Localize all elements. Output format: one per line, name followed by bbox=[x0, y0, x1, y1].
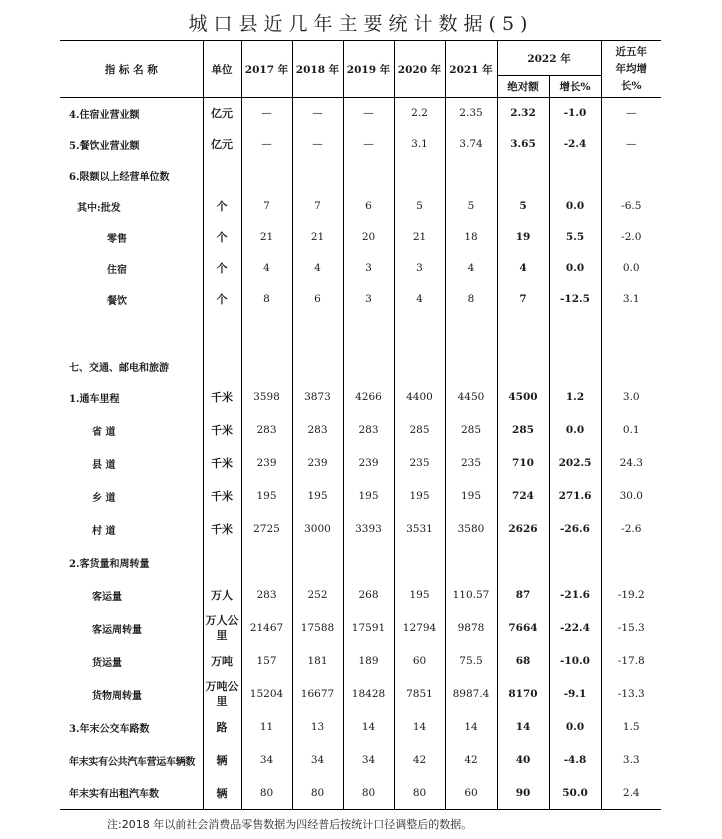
cell-absolute bbox=[497, 160, 549, 191]
cell-avg5: 0.0 bbox=[601, 253, 661, 284]
cell-value: 283 bbox=[241, 414, 292, 447]
cell-avg5: -13.3 bbox=[601, 678, 661, 711]
table-row bbox=[60, 160, 661, 191]
table-row bbox=[60, 129, 661, 160]
header-row bbox=[60, 41, 661, 76]
cell-growth: -26.6 bbox=[549, 513, 601, 546]
cell-value: 3598 bbox=[241, 381, 292, 414]
cell-value: 17588 bbox=[292, 612, 343, 645]
cell-value: 75.5 bbox=[445, 645, 497, 678]
table-row bbox=[60, 645, 661, 678]
cell-value bbox=[292, 160, 343, 191]
cell-absolute: 7 bbox=[497, 284, 549, 315]
table-row bbox=[60, 191, 661, 222]
cell-growth: -2.4 bbox=[549, 129, 601, 160]
cell-avg5 bbox=[601, 546, 661, 579]
cell-value: 7 bbox=[241, 191, 292, 222]
cell-growth: -9.1 bbox=[549, 678, 601, 711]
cell-avg5: — bbox=[601, 129, 661, 160]
cell-growth: 0.0 bbox=[549, 253, 601, 284]
cell-value: 11 bbox=[241, 711, 292, 744]
cell-value bbox=[445, 160, 497, 191]
cell-growth: 0.0 bbox=[549, 191, 601, 222]
cell-value: 3393 bbox=[343, 513, 394, 546]
cell-absolute: 3.65 bbox=[497, 129, 549, 160]
row-label: 5.餐饮业营业额 bbox=[69, 140, 140, 152]
cell-value: 268 bbox=[343, 579, 394, 612]
row-label: 村 道 bbox=[92, 525, 116, 537]
cell-value: 18 bbox=[445, 222, 497, 253]
row-unit: 个 bbox=[203, 284, 241, 315]
cell-value bbox=[445, 546, 497, 579]
cell-value: 4 bbox=[445, 253, 497, 284]
absolute-header: 绝对额 bbox=[497, 76, 549, 98]
table-row bbox=[60, 253, 661, 284]
cell-value: 3580 bbox=[445, 513, 497, 546]
cell-value: 7851 bbox=[394, 678, 445, 711]
cell-absolute: 710 bbox=[497, 447, 549, 480]
row-label: 6.限额以上经营单位数 bbox=[69, 171, 170, 183]
table-row bbox=[60, 678, 661, 711]
row-label: 客运周转量 bbox=[92, 624, 142, 636]
cell-value bbox=[292, 546, 343, 579]
avg5-header bbox=[601, 41, 661, 98]
cell-absolute: 40 bbox=[497, 744, 549, 777]
cell-absolute bbox=[497, 315, 549, 381]
cell-value: 60 bbox=[445, 777, 497, 810]
row-unit: 亿元 bbox=[203, 129, 241, 160]
cell-absolute: 90 bbox=[497, 777, 549, 810]
cell-value: 21 bbox=[292, 222, 343, 253]
row-unit: 千米 bbox=[203, 513, 241, 546]
cell-value: 21 bbox=[241, 222, 292, 253]
cell-value: 13 bbox=[292, 711, 343, 744]
cell-value: 8987.4 bbox=[445, 678, 497, 711]
cell-value: 34 bbox=[292, 744, 343, 777]
cell-value: 189 bbox=[343, 645, 394, 678]
cell-value: 14 bbox=[394, 711, 445, 744]
cell-value: 6 bbox=[343, 191, 394, 222]
avg5-header-line1: 近五年 bbox=[615, 45, 648, 58]
cell-growth bbox=[549, 315, 601, 381]
year-header-2020: 2020 年 bbox=[394, 41, 445, 98]
cell-value: 283 bbox=[292, 414, 343, 447]
cell-value: 4 bbox=[241, 253, 292, 284]
cell-absolute: 87 bbox=[497, 579, 549, 612]
avg5-header-line3: 长% bbox=[621, 79, 642, 92]
cell-value: 80 bbox=[343, 777, 394, 810]
cell-value bbox=[445, 315, 497, 381]
row-label: 零售 bbox=[107, 233, 127, 245]
row-unit: 路 bbox=[203, 711, 241, 744]
cell-value: 2.2 bbox=[394, 98, 445, 129]
cell-value: 18428 bbox=[343, 678, 394, 711]
cell-value bbox=[241, 160, 292, 191]
cell-value: — bbox=[343, 98, 394, 129]
row-unit: 万人 bbox=[203, 579, 241, 612]
table-row bbox=[60, 381, 661, 414]
cell-value: 4400 bbox=[394, 381, 445, 414]
year-header-2022: 2022 年 bbox=[497, 41, 601, 76]
cell-absolute: 7664 bbox=[497, 612, 549, 645]
cell-growth: -10.0 bbox=[549, 645, 601, 678]
cell-value: — bbox=[241, 98, 292, 129]
cell-avg5: 0.1 bbox=[601, 414, 661, 447]
cell-avg5: 3.0 bbox=[601, 381, 661, 414]
cell-value: 239 bbox=[292, 447, 343, 480]
cell-value: 3873 bbox=[292, 381, 343, 414]
row-label: 客运量 bbox=[92, 591, 122, 603]
cell-absolute: 5 bbox=[497, 191, 549, 222]
year-header-2017: 2017 年 bbox=[241, 41, 292, 98]
cell-growth: 271.6 bbox=[549, 480, 601, 513]
table-row bbox=[60, 414, 661, 447]
table-row bbox=[60, 744, 661, 777]
cell-value: 9878 bbox=[445, 612, 497, 645]
cell-value: 239 bbox=[343, 447, 394, 480]
cell-avg5: -15.3 bbox=[601, 612, 661, 645]
cell-value: 2725 bbox=[241, 513, 292, 546]
cell-avg5: 1.5 bbox=[601, 711, 661, 744]
row-unit: 辆 bbox=[203, 777, 241, 810]
cell-value: 252 bbox=[292, 579, 343, 612]
cell-growth: -4.8 bbox=[549, 744, 601, 777]
table-row bbox=[60, 579, 661, 612]
cell-value bbox=[241, 315, 292, 381]
avg5-header-line2: 年均增 bbox=[615, 62, 648, 75]
table-row bbox=[60, 513, 661, 546]
cell-avg5: 2.4 bbox=[601, 777, 661, 810]
cell-value: 12794 bbox=[394, 612, 445, 645]
year-header-2021: 2021 年 bbox=[445, 41, 497, 98]
cell-avg5: — bbox=[601, 98, 661, 129]
row-unit: 千米 bbox=[203, 447, 241, 480]
row-label: 3.年末公交车路数 bbox=[69, 723, 150, 735]
cell-avg5: -17.8 bbox=[601, 645, 661, 678]
cell-value bbox=[394, 546, 445, 579]
cell-value: 195 bbox=[241, 480, 292, 513]
row-unit: 万吨 bbox=[203, 645, 241, 678]
table-row bbox=[60, 480, 661, 513]
cell-growth: -21.6 bbox=[549, 579, 601, 612]
cell-value: 235 bbox=[394, 447, 445, 480]
cell-value: 283 bbox=[241, 579, 292, 612]
cell-value: 42 bbox=[445, 744, 497, 777]
cell-value: 21467 bbox=[241, 612, 292, 645]
cell-absolute: 68 bbox=[497, 645, 549, 678]
cell-avg5 bbox=[601, 315, 661, 381]
cell-value: 80 bbox=[292, 777, 343, 810]
row-label: 住宿 bbox=[107, 264, 127, 276]
table-row bbox=[60, 284, 661, 315]
footnote: 注:2018 年以前社会消费品零售数据为四经普后按统计口径调整后的数据。 bbox=[107, 818, 473, 831]
cell-value bbox=[241, 546, 292, 579]
cell-value: 5 bbox=[394, 191, 445, 222]
row-unit: 个 bbox=[203, 191, 241, 222]
cell-value: 7 bbox=[292, 191, 343, 222]
cell-value: 3.1 bbox=[394, 129, 445, 160]
table-row bbox=[60, 777, 661, 810]
cell-growth: 202.5 bbox=[549, 447, 601, 480]
cell-avg5 bbox=[601, 160, 661, 191]
cell-growth: -22.4 bbox=[549, 612, 601, 645]
row-label: 省 道 bbox=[92, 426, 116, 438]
cell-value: 80 bbox=[394, 777, 445, 810]
cell-absolute bbox=[497, 546, 549, 579]
cell-value: 195 bbox=[394, 480, 445, 513]
page-title: 城口县近几年主要统计数据(5) bbox=[188, 13, 534, 35]
cell-value: 4450 bbox=[445, 381, 497, 414]
row-unit: 千米 bbox=[203, 414, 241, 447]
unit-header: 单位 bbox=[203, 41, 241, 98]
row-unit: 万人公里 bbox=[203, 612, 241, 645]
cell-value: 157 bbox=[241, 645, 292, 678]
row-label: 货物周转量 bbox=[92, 690, 142, 702]
cell-value: 3000 bbox=[292, 513, 343, 546]
statistics-table bbox=[60, 40, 661, 810]
cell-absolute: 19 bbox=[497, 222, 549, 253]
cell-value: 2.35 bbox=[445, 98, 497, 129]
cell-growth: 1.2 bbox=[549, 381, 601, 414]
cell-avg5: 3.3 bbox=[601, 744, 661, 777]
row-label: 2.客货量和周转量 bbox=[69, 558, 150, 570]
cell-growth: -12.5 bbox=[549, 284, 601, 315]
cell-value bbox=[394, 160, 445, 191]
growth-header: 增长% bbox=[549, 76, 601, 98]
table-row bbox=[60, 447, 661, 480]
cell-value: 16677 bbox=[292, 678, 343, 711]
row-unit: 辆 bbox=[203, 744, 241, 777]
cell-value: 235 bbox=[445, 447, 497, 480]
row-label: 货运量 bbox=[92, 657, 122, 669]
cell-absolute: 4500 bbox=[497, 381, 549, 414]
cell-value: 3531 bbox=[394, 513, 445, 546]
cell-value: — bbox=[241, 129, 292, 160]
cell-growth: 5.5 bbox=[549, 222, 601, 253]
cell-value: 239 bbox=[241, 447, 292, 480]
cell-value: 110.57 bbox=[445, 579, 497, 612]
cell-avg5: -19.2 bbox=[601, 579, 661, 612]
table-row bbox=[60, 98, 661, 129]
cell-absolute: 14 bbox=[497, 711, 549, 744]
cell-value: 60 bbox=[394, 645, 445, 678]
cell-growth: 0.0 bbox=[549, 711, 601, 744]
cell-value: 17591 bbox=[343, 612, 394, 645]
indicator-header: 指 标 名 称 bbox=[104, 63, 158, 76]
cell-value: 14 bbox=[445, 711, 497, 744]
row-label: 七、交通、邮电和旅游 bbox=[69, 363, 169, 374]
row-label: 县 道 bbox=[92, 459, 116, 471]
cell-value: 181 bbox=[292, 645, 343, 678]
table-row bbox=[60, 546, 661, 579]
row-unit: 亿元 bbox=[203, 98, 241, 129]
table-row bbox=[60, 711, 661, 744]
row-unit: 千米 bbox=[203, 381, 241, 414]
cell-growth: -1.0 bbox=[549, 98, 601, 129]
cell-value: 195 bbox=[394, 579, 445, 612]
cell-value: 3.74 bbox=[445, 129, 497, 160]
cell-absolute: 2626 bbox=[497, 513, 549, 546]
cell-value: — bbox=[292, 98, 343, 129]
cell-avg5: 24.3 bbox=[601, 447, 661, 480]
year-header-2018: 2018 年 bbox=[292, 41, 343, 98]
cell-value: 285 bbox=[394, 414, 445, 447]
table-row bbox=[60, 315, 661, 381]
cell-value: 34 bbox=[343, 744, 394, 777]
cell-value: 3 bbox=[343, 253, 394, 284]
cell-avg5: -2.0 bbox=[601, 222, 661, 253]
table-row bbox=[60, 222, 661, 253]
cell-value: 8 bbox=[241, 284, 292, 315]
cell-value: — bbox=[292, 129, 343, 160]
cell-avg5: -6.5 bbox=[601, 191, 661, 222]
cell-value bbox=[343, 546, 394, 579]
cell-value: 34 bbox=[241, 744, 292, 777]
cell-value: 15204 bbox=[241, 678, 292, 711]
cell-absolute: 4 bbox=[497, 253, 549, 284]
cell-value: — bbox=[343, 129, 394, 160]
row-unit bbox=[203, 160, 241, 191]
cell-value: 283 bbox=[343, 414, 394, 447]
cell-value: 6 bbox=[292, 284, 343, 315]
cell-growth: 50.0 bbox=[549, 777, 601, 810]
cell-value: 3 bbox=[394, 253, 445, 284]
cell-value: 4266 bbox=[343, 381, 394, 414]
table-row bbox=[60, 612, 661, 645]
cell-value bbox=[292, 315, 343, 381]
cell-value bbox=[343, 315, 394, 381]
cell-value: 4 bbox=[394, 284, 445, 315]
row-unit: 个 bbox=[203, 253, 241, 284]
row-label: 1.通车里程 bbox=[69, 393, 120, 405]
cell-avg5: 3.1 bbox=[601, 284, 661, 315]
cell-growth bbox=[549, 160, 601, 191]
cell-absolute: 8170 bbox=[497, 678, 549, 711]
cell-value: 195 bbox=[445, 480, 497, 513]
row-label: 乡 道 bbox=[92, 492, 116, 504]
row-unit bbox=[203, 315, 241, 381]
cell-avg5: 30.0 bbox=[601, 480, 661, 513]
cell-value: 42 bbox=[394, 744, 445, 777]
cell-value bbox=[394, 315, 445, 381]
row-unit: 万吨公里 bbox=[203, 678, 241, 711]
cell-absolute: 285 bbox=[497, 414, 549, 447]
row-label: 年末实有出租汽车数 bbox=[60, 777, 203, 810]
cell-value bbox=[343, 160, 394, 191]
cell-value: 3 bbox=[343, 284, 394, 315]
cell-value: 21 bbox=[394, 222, 445, 253]
cell-growth bbox=[549, 546, 601, 579]
cell-value: 80 bbox=[241, 777, 292, 810]
row-unit bbox=[203, 546, 241, 579]
cell-value: 20 bbox=[343, 222, 394, 253]
row-unit: 个 bbox=[203, 222, 241, 253]
row-label: 餐饮 bbox=[107, 295, 127, 307]
cell-avg5: -2.6 bbox=[601, 513, 661, 546]
cell-value: 5 bbox=[445, 191, 497, 222]
cell-value: 195 bbox=[343, 480, 394, 513]
cell-value: 4 bbox=[292, 253, 343, 284]
row-label: 4.住宿业营业额 bbox=[69, 109, 140, 121]
row-label: 年末实有公共汽车营运车辆数 bbox=[69, 756, 196, 768]
cell-value: 8 bbox=[445, 284, 497, 315]
cell-value: 195 bbox=[292, 480, 343, 513]
row-unit: 千米 bbox=[203, 480, 241, 513]
cell-absolute: 724 bbox=[497, 480, 549, 513]
row-label: 其中:批发 bbox=[77, 202, 121, 214]
cell-value: 14 bbox=[343, 711, 394, 744]
cell-growth: 0.0 bbox=[549, 414, 601, 447]
cell-absolute: 2.32 bbox=[497, 98, 549, 129]
year-header-2019: 2019 年 bbox=[343, 41, 394, 98]
cell-value: 285 bbox=[445, 414, 497, 447]
